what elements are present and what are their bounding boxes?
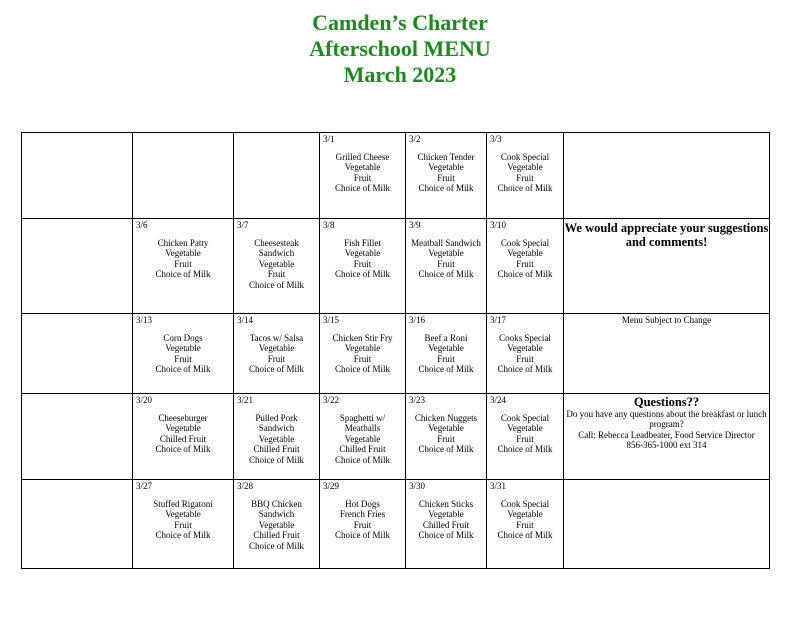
meal-item: Stuffed Rigatoni: [153, 499, 213, 509]
meal-item: Spaghetti w/: [339, 413, 386, 423]
meal-item: Vegetable: [344, 162, 381, 173]
meal-items: [133, 333, 233, 375]
meal-items: [406, 238, 486, 280]
side-panel-empty: [564, 480, 770, 569]
day-cell: [22, 314, 133, 394]
meal-item: French Fries: [339, 509, 386, 520]
meal-item: Fruit: [174, 353, 192, 364]
school-name: Camden’s Charter: [312, 10, 488, 35]
day-date: [22, 133, 132, 144]
meal-items: [487, 499, 563, 541]
day-date: [22, 314, 132, 325]
meal-item: Vegetable: [165, 343, 201, 354]
day-date: 3/27: [136, 481, 153, 491]
menu-month: March 2023: [343, 62, 457, 87]
meal-item: Choice of Milk: [418, 364, 474, 375]
meal-item: Choice of Milk: [335, 269, 390, 280]
questions-body: Do you have any questions about the breakfast or lunch program?: [566, 409, 767, 430]
day-cell: [406, 219, 487, 314]
meal-item: Choice of Milk: [497, 530, 553, 541]
day-date: 3/14: [237, 315, 254, 325]
day-date: [22, 480, 132, 491]
meal-item: Fruit: [267, 353, 286, 364]
meal-item: Cheesesteak: [254, 238, 299, 248]
meal-item: Fruit: [516, 433, 534, 444]
menu-title: Afterschool MENU: [309, 36, 491, 61]
meal-item: Fruit: [516, 172, 534, 183]
day-date: 3/22: [323, 395, 340, 405]
meal-item: Choice of Milk: [335, 454, 390, 465]
meal-item: Vegetable: [428, 248, 464, 259]
meal-item: Pulled Pork: [255, 413, 298, 423]
meal-item: Choice of Milk: [249, 279, 304, 290]
day-cell: [406, 480, 487, 569]
meal-item: Choice of Milk: [155, 444, 211, 455]
day-cell: [22, 219, 133, 314]
meal-items: [320, 333, 405, 375]
day-cell: [133, 314, 234, 394]
meal-item: Vegetable: [344, 343, 381, 354]
meal-item: Cook Special: [500, 238, 550, 248]
day-date: 3/13: [136, 315, 153, 325]
meal-item: Cooks Special: [499, 333, 551, 343]
day-cell: [133, 480, 234, 569]
week-row: [22, 394, 770, 480]
meal-item: Fruit: [174, 258, 192, 269]
side-panel-empty: [564, 133, 770, 219]
meal-item: Chilled Fruit: [422, 519, 470, 530]
meal-item: BBQ Chicken: [251, 499, 302, 509]
meal-items: [406, 499, 486, 541]
day-date: [234, 133, 319, 144]
meal-item: Fruit: [516, 258, 534, 269]
subject-to-change-note: Menu Subject to Change: [621, 315, 712, 325]
meal-item: Choice of Milk: [249, 364, 304, 375]
side-panel: [564, 314, 770, 394]
meal-items: [487, 333, 563, 375]
day-date: 3/9: [409, 220, 421, 230]
day-cell: [487, 133, 564, 219]
day-cell: [22, 133, 133, 219]
day-cell: [234, 314, 320, 394]
questions-heading: Questions??: [633, 395, 700, 409]
meal-item: Chicken Nuggets: [414, 413, 478, 423]
meal-items: [234, 413, 319, 465]
day-date: 3/7: [237, 220, 249, 230]
meal-item: Cheeseburger: [158, 413, 208, 423]
day-cell: [487, 394, 564, 480]
meal-item: Choice of Milk: [418, 183, 474, 194]
meal-item: Fruit: [516, 519, 534, 530]
meal-item: Vegetable: [428, 343, 464, 354]
day-cell: [320, 394, 406, 480]
meal-items: [320, 238, 405, 280]
day-cell: [133, 394, 234, 480]
meal-items: [320, 413, 405, 465]
meal-item: Vegetable: [165, 423, 201, 434]
meal-item: Fruit: [437, 433, 455, 444]
meal-item: Choice of Milk: [249, 540, 304, 551]
meal-item: Chilled Fruit: [253, 530, 300, 541]
day-cell: [487, 480, 564, 569]
meal-item: Chilled Fruit: [253, 444, 300, 455]
meal-items: [234, 499, 319, 551]
day-cell: [133, 133, 234, 219]
day-date: 3/29: [323, 481, 340, 491]
meal-item: Vegetable: [428, 162, 464, 173]
meal-items: [320, 152, 405, 194]
day-cell: [487, 219, 564, 314]
meal-item: Choice of Milk: [497, 364, 553, 375]
meal-item: Cook Special: [500, 413, 550, 423]
meal-item: Chicken Patty: [157, 238, 209, 248]
week-row: [22, 480, 770, 569]
week-row: [22, 219, 770, 314]
meal-items: [487, 238, 563, 280]
meal-item: Vegetable: [507, 509, 543, 520]
meal-item: Choice of Milk: [497, 183, 553, 194]
meal-item: Chicken Sticks: [418, 499, 474, 509]
meal-item: Choice of Milk: [155, 364, 211, 375]
day-date: [133, 133, 233, 144]
meal-item: Fruit: [353, 258, 372, 269]
meal-item: Meatballs: [344, 423, 381, 434]
meal-items: [133, 499, 233, 541]
meal-item: Vegetable: [428, 423, 464, 434]
meal-item: Chicken Stir Fry: [332, 333, 393, 343]
meal-item: Fruit: [267, 269, 286, 280]
meal-item: Cook Special: [500, 152, 550, 162]
meal-item: Vegetable: [258, 433, 295, 444]
meal-item: Fruit: [516, 353, 534, 364]
meal-item: Choice of Milk: [418, 530, 474, 541]
meal-items: [406, 152, 486, 194]
meal-item: Tacos w/ Salsa: [249, 333, 304, 343]
day-cell: [406, 314, 487, 394]
meal-items: [133, 238, 233, 280]
meal-items: [406, 413, 486, 455]
meal-item: Fruit: [353, 519, 372, 530]
meal-items: [406, 333, 486, 375]
meal-item: Vegetable: [507, 423, 543, 434]
day-date: 3/31: [490, 481, 507, 491]
meal-item: Fruit: [353, 172, 372, 183]
day-cell: [406, 133, 487, 219]
day-cell: [487, 314, 564, 394]
meal-items: [487, 152, 563, 194]
meal-item: Vegetable: [507, 343, 543, 354]
contact-line: Call: Rebecca Leadbeater, Food Service Director: [578, 429, 755, 440]
meal-item: Choice of Milk: [155, 530, 211, 541]
meal-item: Fish Fillet: [344, 238, 381, 248]
meal-item: Choice of Milk: [418, 444, 474, 455]
day-date: 3/17: [490, 315, 507, 325]
meal-item: Vegetable: [428, 509, 464, 520]
meal-item: Vegetable: [507, 248, 543, 259]
day-date: 3/2: [409, 134, 421, 144]
meal-items: [234, 238, 319, 290]
meal-items: [320, 499, 405, 541]
day-date: 3/23: [409, 395, 426, 405]
meal-item: Choice of Milk: [335, 530, 390, 541]
meal-item: Choice of Milk: [249, 454, 304, 465]
meal-item: Meatball Sandwich: [411, 238, 481, 248]
meal-item: Grilled Cheese: [335, 152, 390, 162]
meal-item: Chilled Fruit: [159, 433, 207, 444]
menu-calendar: [21, 132, 770, 569]
day-date: 3/6: [136, 220, 148, 230]
day-cell: [234, 394, 320, 480]
day-date: 3/8: [323, 220, 335, 230]
day-cell: [234, 480, 320, 569]
meal-item: Vegetable: [344, 433, 381, 444]
meal-item: Vegetable: [507, 162, 543, 173]
day-date: 3/1: [323, 134, 335, 144]
day-cell: [320, 133, 406, 219]
suggestions-note: We would appreciate your suggestions and comments!: [564, 221, 769, 249]
meal-item: Cook Special: [500, 499, 550, 509]
meal-item: Vegetable: [258, 343, 295, 354]
day-cell: [320, 314, 406, 394]
day-cell: [320, 480, 406, 569]
meal-item: Beef a Roni: [424, 333, 468, 343]
day-cell: [22, 480, 133, 569]
day-cell: [22, 394, 133, 480]
day-date: 3/3: [490, 134, 502, 144]
meal-item: Fruit: [174, 519, 192, 530]
day-date: 3/20: [136, 395, 153, 405]
meal-item: Corn Dogs: [163, 333, 203, 343]
meal-item: Fruit: [437, 258, 455, 269]
meal-item: Fruit: [437, 172, 455, 183]
day-cell: [133, 219, 234, 314]
week-row: [22, 314, 770, 394]
phone-line: 856-365-1000 ext 314: [626, 440, 707, 451]
day-cell: [320, 219, 406, 314]
meal-items: [133, 413, 233, 455]
meal-item: Choice of Milk: [335, 364, 390, 375]
meal-item: Chilled Fruit: [339, 444, 386, 455]
side-panel: [564, 219, 770, 314]
meal-items: [234, 333, 319, 375]
day-date: 3/15: [323, 315, 340, 325]
day-date: 3/30: [409, 481, 426, 491]
side-panel: [564, 394, 770, 480]
meal-item: Choice of Milk: [497, 444, 553, 455]
meal-item: Vegetable: [165, 248, 201, 259]
meal-item: Vegetable: [344, 248, 381, 259]
day-date: 3/16: [409, 315, 426, 325]
week-row: [22, 133, 770, 219]
meal-item: Sandwich: [258, 509, 295, 520]
meal-item: Choice of Milk: [418, 269, 474, 280]
day-date: 3/10: [490, 220, 507, 230]
meal-item: Chicken Tender: [417, 152, 475, 162]
meal-item: Vegetable: [165, 509, 201, 520]
day-date: 3/28: [237, 481, 254, 491]
day-cell: [234, 219, 320, 314]
day-date: 3/21: [237, 395, 254, 405]
meal-item: Hot Dogs: [345, 499, 380, 509]
meal-item: Fruit: [353, 353, 372, 364]
day-cell: [234, 133, 320, 219]
meal-item: Vegetable: [258, 258, 295, 269]
meal-items: [487, 413, 563, 455]
meal-item: Sandwich: [258, 423, 295, 434]
meal-item: Vegetable: [258, 519, 295, 530]
day-date: [22, 219, 132, 230]
meal-item: Choice of Milk: [155, 269, 211, 280]
day-cell: [406, 394, 487, 480]
day-date: [22, 394, 132, 405]
meal-item: Fruit: [437, 353, 455, 364]
meal-item: Choice of Milk: [497, 269, 553, 280]
day-date: 3/24: [490, 395, 507, 405]
meal-item: Choice of Milk: [335, 183, 390, 194]
meal-item: Sandwich: [258, 248, 295, 259]
